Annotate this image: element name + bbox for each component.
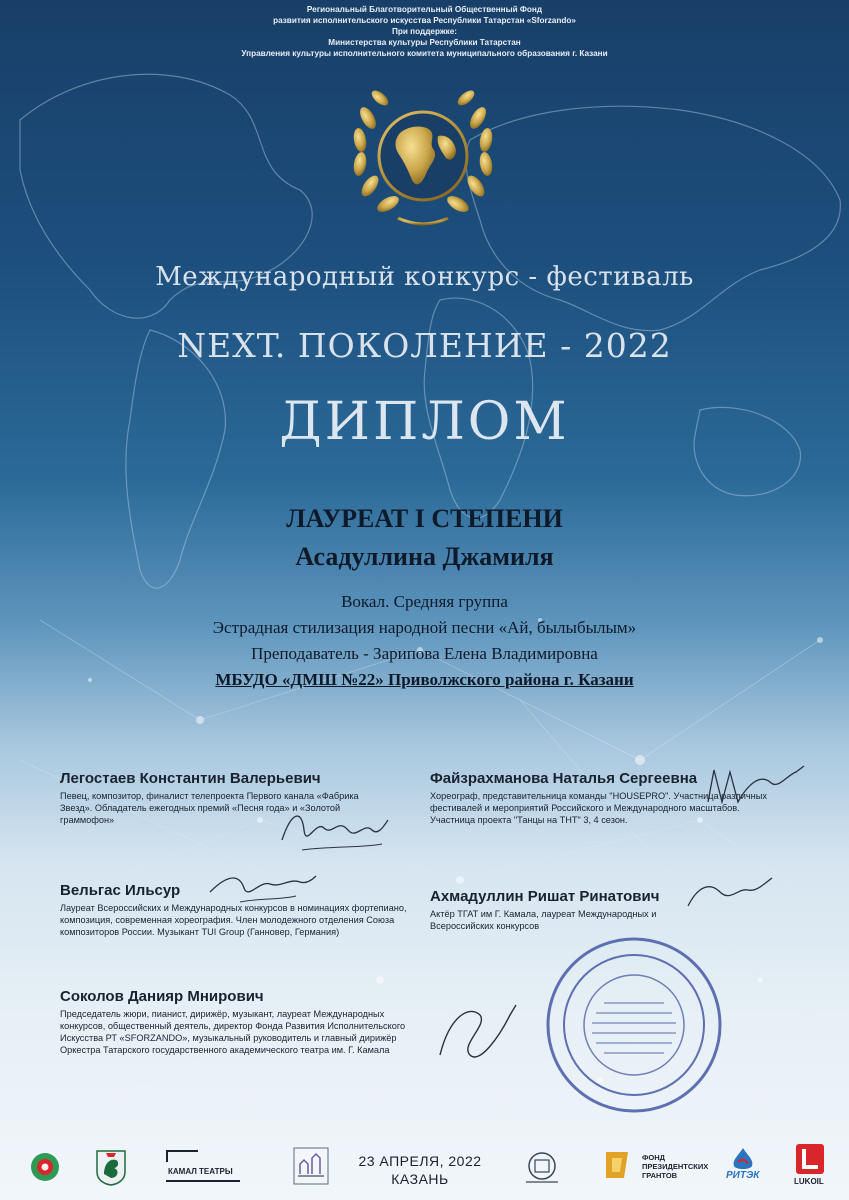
signature-icon: [200, 862, 320, 912]
juror-block: [430, 888, 700, 932]
kamal-theatre-logo: [166, 1150, 240, 1182]
kamal-theatre-label: КАМАЛ ТЕАТРЫ: [168, 1167, 233, 1176]
kazan-coat-of-arms-icon: [94, 1148, 128, 1186]
signature-icon: [430, 995, 520, 1070]
grants-line1: ФОНД: [642, 1153, 665, 1162]
piece-title: Эстрадная стилизация народной песни «Ай, былыбылым»: [212, 618, 637, 637]
foundation-logo-icon: [520, 1150, 564, 1186]
juror-description: Актёр ТГАТ им Г. Камала, лауреат Международных и Всероссийских конкурсов: [430, 909, 657, 931]
ritek-logo: [720, 1146, 766, 1188]
ritek-label: РИТЭК: [726, 1170, 760, 1181]
grants-line2: ПРЕЗИДЕНТСКИХ: [642, 1162, 709, 1171]
juror-name: Вельгас Ильсур: [60, 882, 181, 899]
ritek-drop-icon: [728, 1146, 758, 1170]
juror-block: [60, 988, 430, 1056]
lukoil-mark-icon: [796, 1144, 824, 1174]
grants-line3: ГРАНТОВ: [642, 1171, 678, 1180]
culture-ministry-logo-icon: [292, 1146, 330, 1186]
juror-name: Файзрахманова Наталья Сергеевна: [430, 770, 698, 787]
festival-edition: NEXT. ПОКОЛЕНИЕ - 2022: [177, 326, 672, 365]
header-line: Управления культуры исполнительного комитета муниципального образования г. Казани: [241, 49, 608, 58]
signature-icon: [700, 762, 810, 812]
event-date-block: [330, 1152, 510, 1188]
festival-subtitle: Международный конкурс - фестиваль: [155, 262, 694, 292]
tatarstan-emblem-icon: [30, 1152, 60, 1182]
school-name: МБУДО «ДМШ №22» Приволжского района г. Казани: [215, 670, 634, 689]
juror-description: Хореограф, представительница команды "HOUSEPRO". Участница различных фестивалей и мероприятий Российского и Международного масштабов. Участница проекта "Танцы на ТНТ" 3, 4 сезон.: [430, 791, 767, 825]
document-title: ДИПЛОМ: [279, 392, 570, 452]
lukoil-logo: [792, 1144, 832, 1190]
juror-name: Легостаев Константин Валерьевич: [60, 770, 321, 787]
stamp-seal-icon: [544, 935, 724, 1115]
juror-description: Лауреат Всероссийских и Международных конкурсов в номинациях фортепиано, композиция, современная хореография. Член молодежного отделения Союза композиторов России. Музыкант TUI Group (Ганновер, Германия): [60, 903, 407, 937]
juror-name: Соколов Данияр Мнирович: [60, 988, 264, 1005]
teacher: Преподаватель - Зарипова Елена Владимировна: [251, 644, 598, 663]
header-line: Региональный Благотворительный Общественный Фонд: [306, 5, 543, 14]
header-line: Министерства культуры Республики Татарстан: [328, 38, 521, 47]
grants-flag-icon: [604, 1150, 630, 1180]
laureate-name: Асадуллина Джамиля: [295, 542, 554, 571]
nomination: Вокал. Средняя группа: [341, 592, 508, 611]
signature-icon: [680, 870, 780, 920]
header-line: развития исполнительского искусства Республики Татарстан «Sforzando»: [273, 16, 576, 25]
header-line: При поддержке:: [391, 27, 458, 36]
juror-description: Председатель жюри, пианист, дирижёр, музыкант, лауреат Международных конкурсов, общественный деятель, директор Фонда Развития Исполнительского Искусства РТ «SFORZANDO», музыкальный руководитель и главный дирижёр Оркестра Татарского государственного академического театра им. Г. Камала: [60, 1009, 406, 1055]
juror-description: Певец, композитор, финалист телепроекта Первого канала «Фабрика Звезд». Обладатель ежегодных премий «Песня года» и «Золотой граммофон»: [60, 791, 359, 825]
signature-icon: [272, 800, 392, 860]
award-degree: ЛАУРЕАТ I СТЕПЕНИ: [286, 504, 563, 533]
event-date: 23 АПРЕЛЯ, 2022: [358, 1153, 482, 1169]
kamal-theatre-frame-icon: [166, 1150, 198, 1162]
lukoil-label: LUKOIL: [794, 1177, 824, 1186]
presidential-grants-logo: [604, 1148, 709, 1188]
event-city: КАЗАНЬ: [391, 1171, 449, 1187]
globe-laurel-emblem-icon: [338, 78, 508, 238]
juror-name: Ахмадуллин Ришат Ринатович: [430, 888, 660, 905]
school: [0, 670, 849, 690]
organizer-header: [0, 4, 849, 59]
